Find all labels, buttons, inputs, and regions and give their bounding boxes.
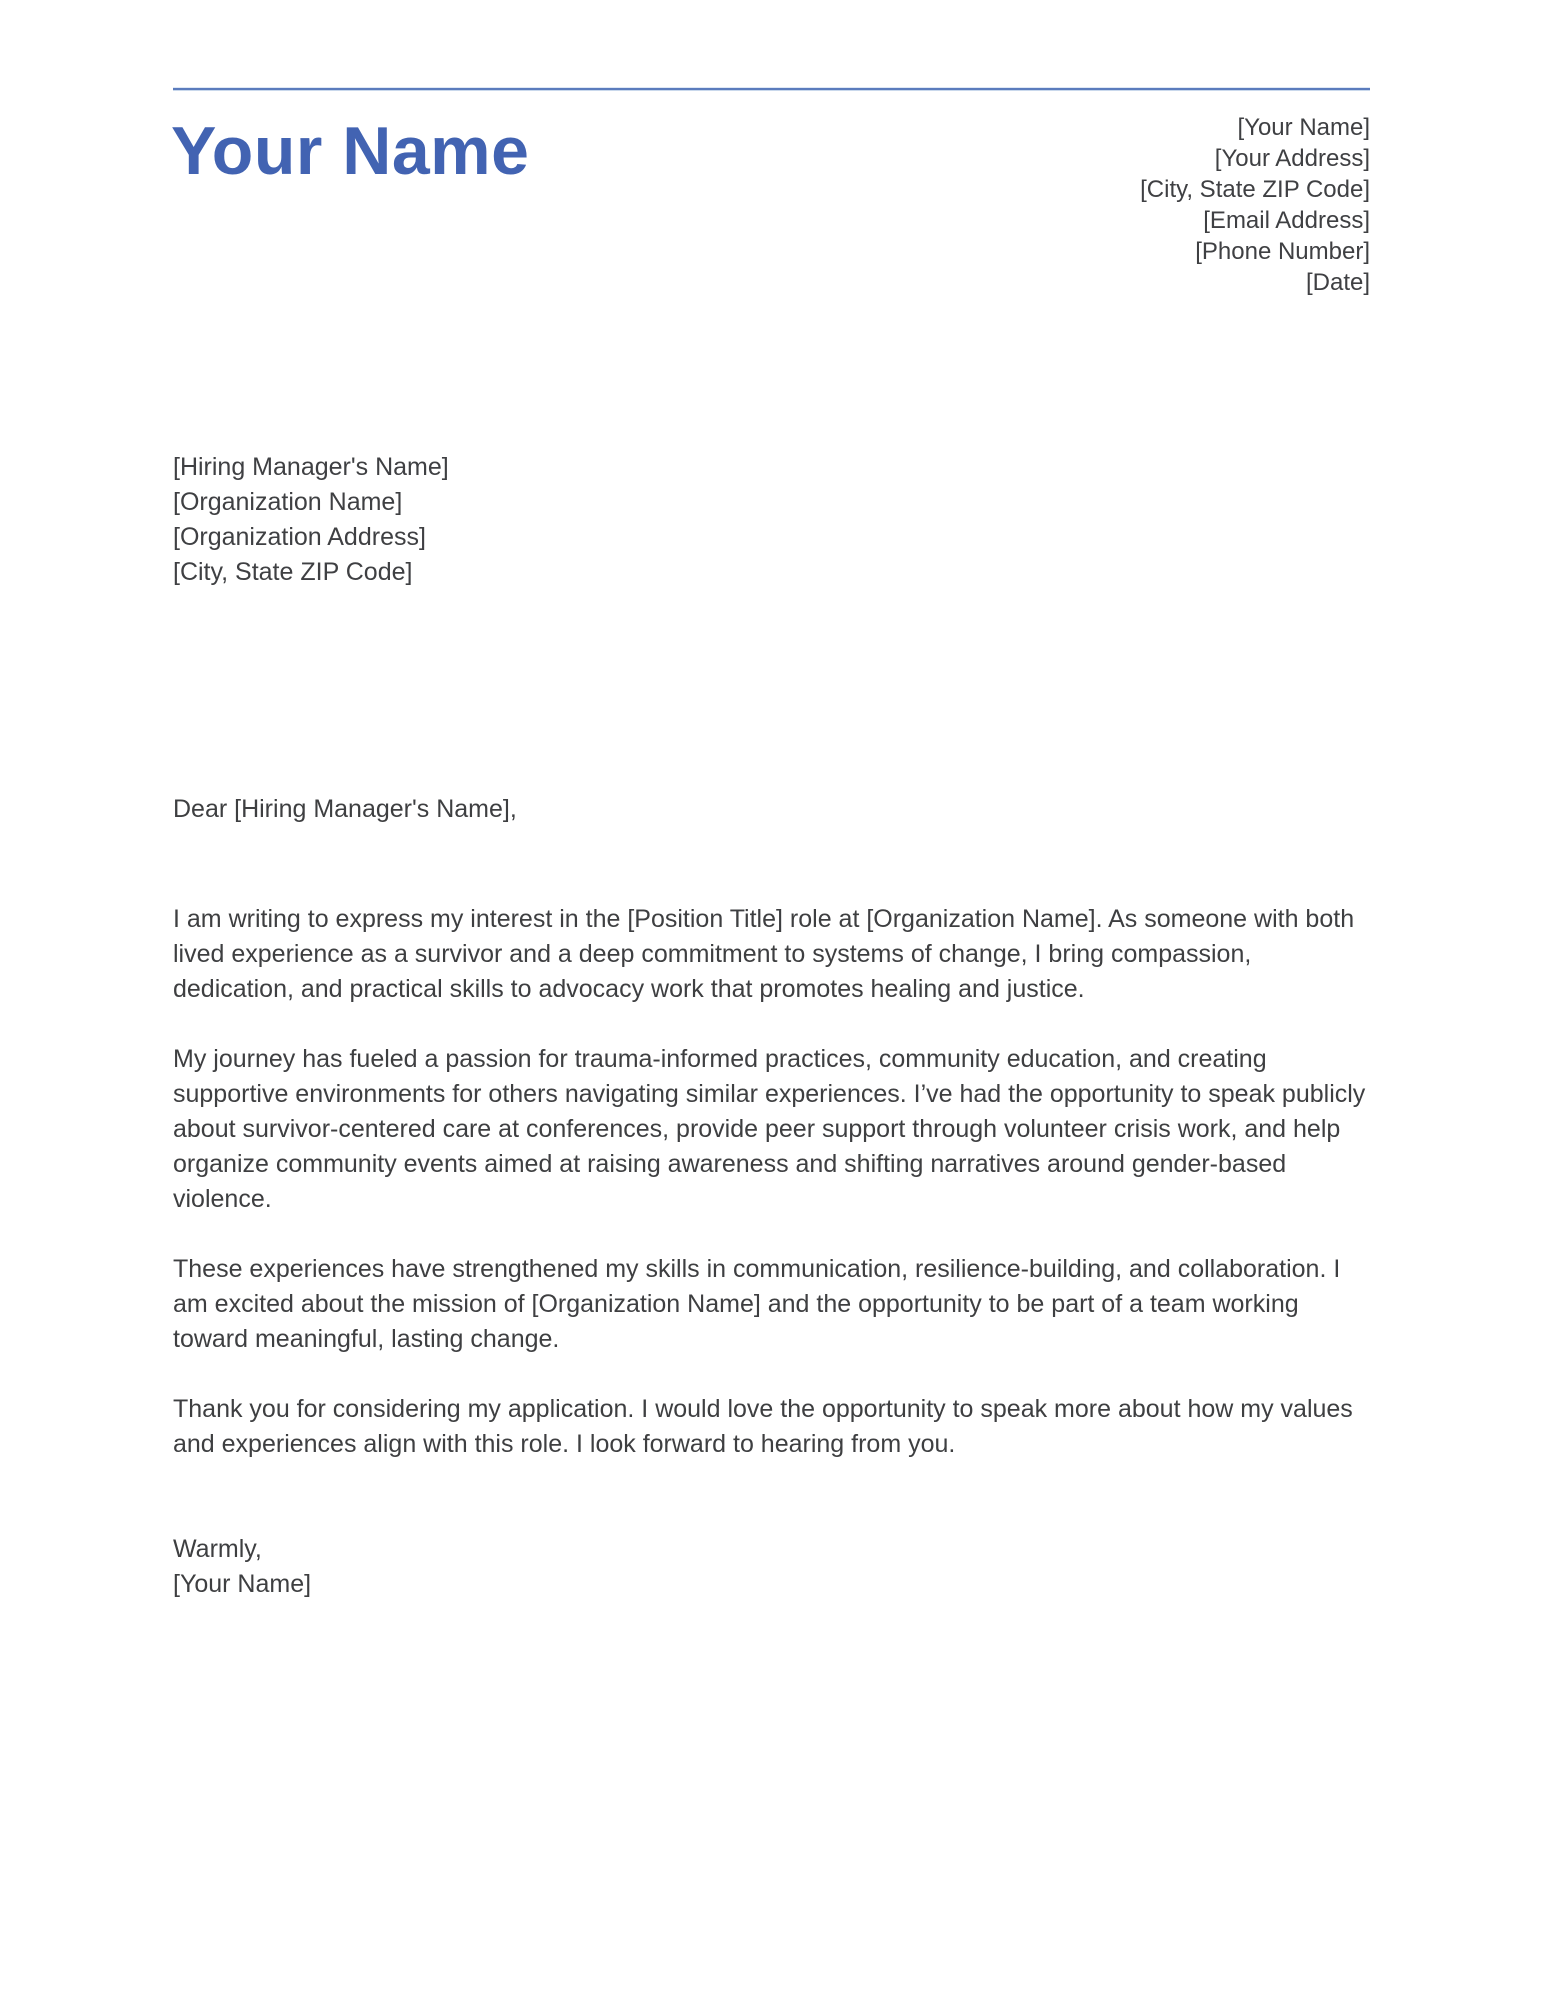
recipient-block [173,450,449,590]
salutation: Dear [Hiring Manager's Name], [173,795,517,823]
recipient-organization-address: [Organization Address] [173,523,426,551]
header-divider [173,88,1370,90]
recipient-hiring-manager: [Hiring Manager's Name] [173,453,449,481]
recipient-city-state-zip: [City, State ZIP Code] [173,558,413,586]
body-paragraph-journey: My journey has fueled a passion for trauma-informed practices, community education, and creating supportive environments for others navigating similar experiences. I’ve had the opportunity to speak publicly about survivor-centered care at conferences, provide peer support through volunteer crisis work, and help organize community events aimed at raising awareness and shifting narratives around gender-based violence. [173,1045,1366,1213]
body-paragraph-thanks: Thank you for considering my application. I would love the opportunity to speak more about how my values and experiences align with this role. I look forward to hearing from you. [173,1395,1353,1458]
letter-body [173,902,1370,1602]
sender-name: [Your Name] [1237,114,1370,141]
closing-signature: [Your Name] [173,1570,312,1598]
sender-email: [Email Address] [1203,207,1370,234]
body-paragraph-skills: These experiences have strengthened my skills in communication, resilience-building, and collaboration. I am excited about the mission of [Organization Name] and the opportunity to be part of a team working toward meaningful, lasting change. [173,1255,1341,1353]
recipient-organization-name: [Organization Name] [173,488,403,516]
sender-date: [Date] [1305,269,1370,296]
body-paragraph-intro: I am writing to express my interest in the [Position Title] role at [Organization Name]. As someone with both lived experience as a survivor and a deep commitment to systems of change, I bring compassion, dedication, and practical skills to advocacy work that promotes healing and justice. [173,905,1355,1003]
sender-city-state-zip: [City, State ZIP Code] [1140,176,1370,203]
sender-phone: [Phone Number] [1195,238,1370,265]
sender-address: [Your Address] [1214,145,1370,172]
closing-block [173,1532,1370,1602]
sender-contact-block [1140,112,1370,298]
closing-valediction: Warmly, [173,1535,262,1563]
page-title: Your Name [171,113,530,189]
